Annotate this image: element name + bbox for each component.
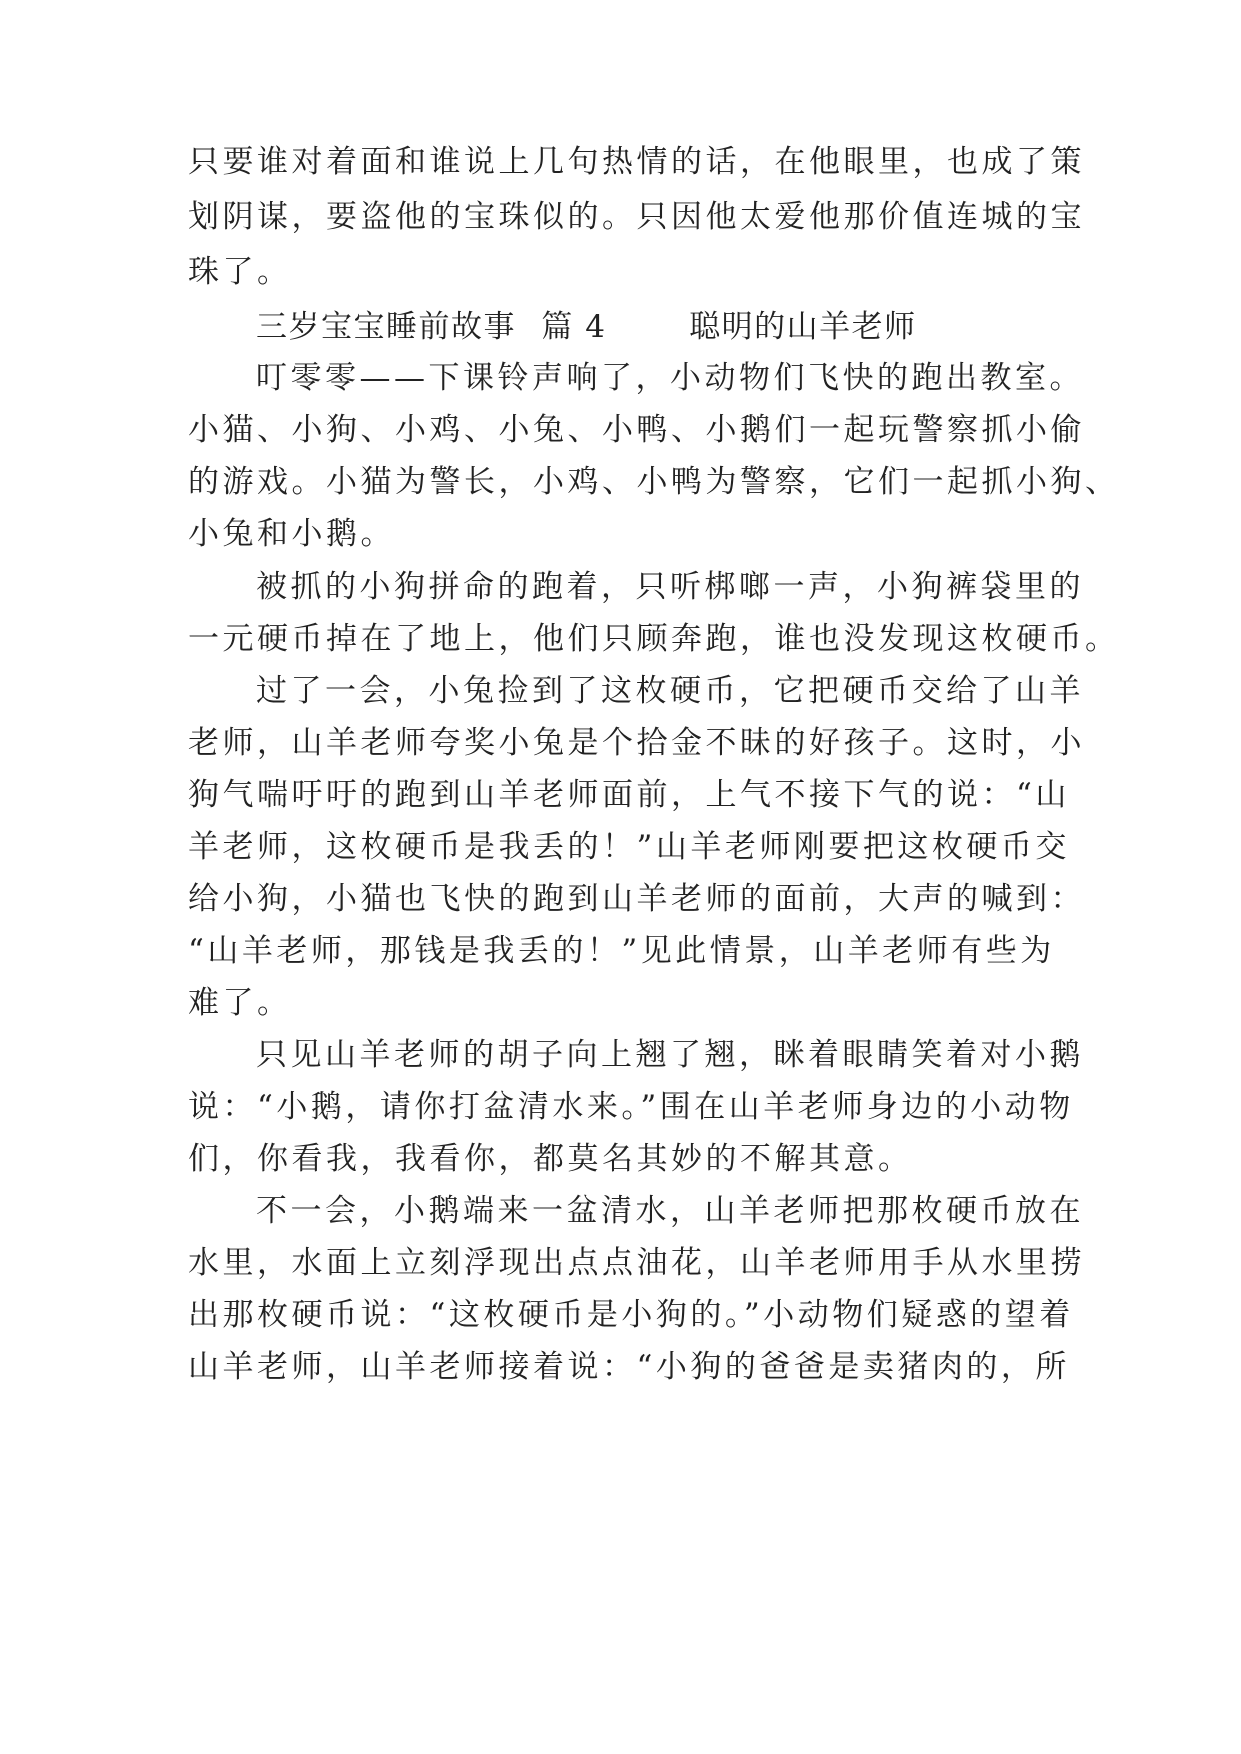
text-line: 老师，山羊老师夸奖小兔是个拾金不昧的好孩子。这时，小 <box>188 725 1085 761</box>
story-title: 聪明的山羊老师 <box>689 309 917 345</box>
text-line: 小猫、小狗、小鸡、小兔、小鸭、小鹅们一起玩警察抓小偷 <box>188 412 1085 448</box>
paragraph-first-line: 叮零零——下课铃声响了，小动物们飞快的跑出教室。 <box>256 360 1084 396</box>
text-line: 说：“小鹅，请你打盆清水来。”围在山羊老师身边的小动物 <box>188 1089 1074 1125</box>
paragraph-first-line: 不一会，小鹅端来一盆清水，山羊老师把那枚硬币放在 <box>256 1193 1084 1229</box>
text-line: 只要谁对着面和谁说上几句热情的话，在他眼里，也成了策 <box>188 144 1085 180</box>
text-line: 小兔和小鹅。 <box>188 516 395 552</box>
text-line: 山羊老师，山羊老师接着说：“小狗的爸爸是卖猪肉的，所 <box>188 1349 1070 1385</box>
text-line: 划阴谋，要盗他的宝珠似的。只因他太爱他那价值连城的宝 <box>188 199 1085 235</box>
text-line: 一元硬币掉在了地上，他们只顾奔跑，谁也没发现这枚硬币。 <box>188 621 1120 657</box>
paragraph-first-line: 过了一会，小兔捡到了这枚硬币，它把硬币交给了山羊 <box>256 673 1084 709</box>
paragraph-first-line: 只见山羊老师的胡子向上翘了翘，眯着眼睛笑着对小鹅 <box>256 1037 1084 1073</box>
text-line: 给小狗，小猫也飞快的跑到山羊老师的面前，大声的喊到： <box>188 881 1085 917</box>
text-line: 珠了。 <box>188 254 292 290</box>
heading-number: 篇 4 <box>541 309 607 345</box>
text-line: 难了。 <box>188 985 292 1021</box>
text-line: 水里，水面上立刻浮现出点点油花，山羊老师用手从水里捞 <box>188 1245 1085 1281</box>
heading-title: 三岁宝宝睡前故事 <box>256 309 516 345</box>
text-line: “山羊老师，那钱是我丢的！”见此情景，山羊老师有些为 <box>188 933 1055 969</box>
paragraph-first-line: 被抓的小狗拼命的跑着，只听梆啷一声，小狗裤袋里的 <box>256 569 1084 605</box>
text-line: 们，你看我，我看你，都莫名其妙的不解其意。 <box>188 1141 913 1177</box>
text-line: 出那枚硬币说：“这枚硬币是小狗的。”小动物们疑惑的望着 <box>188 1297 1074 1333</box>
text-line: 羊老师，这枚硬币是我丢的！”山羊老师刚要把这枚硬币交 <box>188 829 1070 865</box>
text-line: 的游戏。小猫为警长，小鸡、小鸭为警察，它们一起抓小狗、 <box>188 464 1120 500</box>
section-heading <box>256 298 1068 356</box>
text-line: 狗气喘吁吁的跑到山羊老师面前，上气不接下气的说：“山 <box>188 777 1070 813</box>
